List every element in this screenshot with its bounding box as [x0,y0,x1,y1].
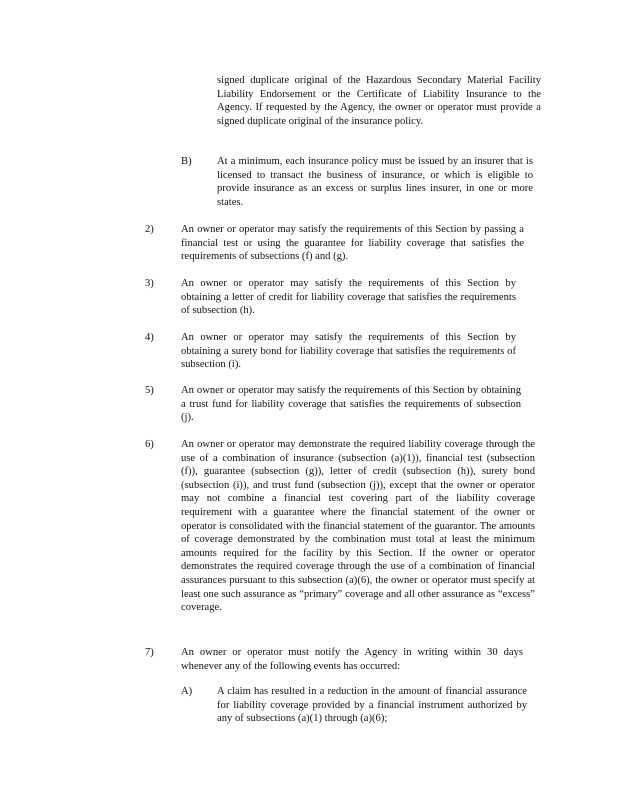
item-text-a: A claim has resulted in a reduction in the amount of financial assurance for liability coverage provided by a financial instrument authorized by any of subsections (a)(1) through (a)(6); [217,686,527,725]
item-text-b: At a minimum, each insurance policy must be issued by an insurer that is licensed to transact the business of insurance, or which is eligible to provide insurance as an excess or surplus lines insurer, in one or more states. [217,156,533,208]
item-text-3: An owner or operator may satisfy the requirements of this Section by obtaining a letter of credit for liability coverage that satisfies the requirements of subsection (h). [181,278,516,317]
item-text-2: An owner or operator may satisfy the requirements of this Section by passing a financial test or using the guarantee for liability coverage that satisfies the requirements of subsections (f) and (g). [181,224,524,263]
item-text-4: An owner or operator may satisfy the requirements of this Section by obtaining a surety bond for liability coverage that satisfies the requirements of subsection (i). [181,332,516,371]
item-marker-2: 2) [145,224,154,235]
item-marker-3: 3) [145,278,154,289]
item-text-7: An owner or operator must notify the Agency in writing within 30 days whenever any of the following events has occurred: [181,647,523,672]
paragraph-continuation: signed duplicate original of the Hazardous Secondary Material Facility Liability Endorsement or the Certificate of Liability Insurance to the Agency. If requested by the Agency, the owner or operator must provide a signed duplicate original of the insurance policy. [217,75,541,127]
item-marker-b: B) [181,156,192,167]
item-text-5: An owner or operator may satisfy the requirements of this Section by obtaining a trust fund for liability coverage that satisfies the requirements of subsection (j). [181,385,521,424]
item-marker-a: A) [181,686,193,697]
item-marker-5: 5) [145,385,154,396]
item-marker-4: 4) [145,332,154,343]
item-marker-7: 7) [145,647,154,658]
item-marker-6: 6) [145,439,154,450]
item-text-6: An owner or operator may demonstrate the required liability coverage through the use of a combination of insurance (subsection (a)(1)), financial test (subsection (f)), guarantee (subsection (g)), letter of credit (subsection (h)), surety bond (subsection (i)), and trust fund (subsection (j)), except that the owner or operator may not combine a financial test covering part of the liability coverage requirement with a guarantee where the financial statement of the owner or operator is consolidated with the financial statement of the guarantor. The amounts of coverage demonstrated by the combination must total at least the minimum amounts required for the facility by this Section. If the owner or operator demonstrates the required coverage through the use of a combination of financial assurances pursuant to this subsection (a)(6), the owner or operator must specify at least one such assurance as “primary” coverage and all other assurance as “excess” coverage. [181,439,535,614]
